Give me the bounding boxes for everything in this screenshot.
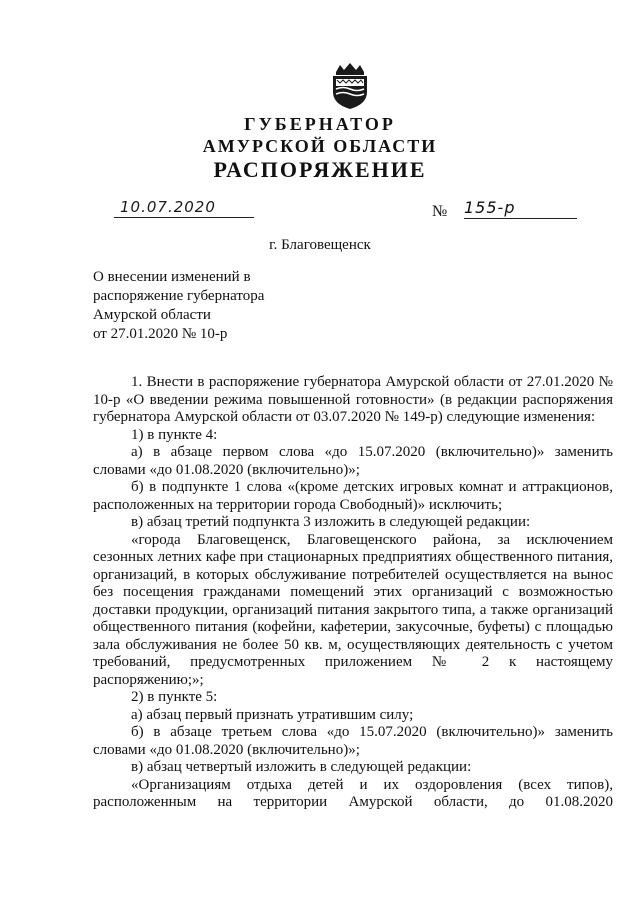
- issuer-title: ГУБЕРНАТОР: [244, 114, 396, 134]
- coat-of-arms-icon: [328, 62, 372, 110]
- subject-line: Амурской области: [93, 307, 211, 323]
- subject-block: [93, 268, 264, 344]
- document-type: РАСПОРЯЖЕНИЕ: [213, 157, 427, 182]
- body-paragraph: б) в абзаце третьем слова «до 15.07.2020 (включительно)» заменить словами «до 01.08.2020 (включительно)»;: [93, 724, 613, 758]
- body-paragraph: в) абзац третий подпункта 3 изложить в следующей редакции:: [131, 514, 531, 530]
- body-paragraph: «города Благовещенск, Благовещенского района, за исключением сезонных летних кафе при стационарных предприятиях общественного питания, организаций, в которых обслуживание потребителей осуществляется на вынос без посещения гражданами помещений этих организаций с возможностью доставки продукции, организаций питания закрытого типа, а также организаций общественного питания (кофейни, кафетерии, закусочные, буфеты) с площадью зала обслуживания не более 50 кв. м, осуществляющих деятельность с учетом требований, предусмотренных приложением № 2 к настоящему распоряжению;»;: [93, 531, 613, 688]
- issuer-region: АМУРСКОЙ ОБЛАСТИ: [202, 136, 438, 156]
- subject-line: от 27.01.2020 № 10-р: [93, 326, 228, 342]
- body-paragraph: 2) в пункте 5:: [131, 689, 218, 705]
- body-paragraph: б) в подпункте 1 слова «(кроме детских игровых комнат и аттракционов, расположенных на территории города Свободный)» исключить;: [93, 479, 613, 513]
- date-underline: [114, 217, 254, 218]
- number-sign: №: [432, 203, 448, 220]
- body-paragraph: 1. Внести в распоряжение губернатора Амурской области от 27.01.2020 № 10-р «О введении режима повышенной готовности» (в редакции распоряжения губернатора Амурской области от 03.07.2020 № 149-р) следующие изменения:: [93, 374, 613, 425]
- body-paragraph: в) абзац четвертый изложить в следующей редакции:: [131, 759, 472, 775]
- body-paragraph: 1) в пункте 4:: [131, 426, 218, 443]
- body-paragraph: а) абзац первый признать утратившим силу;: [131, 706, 414, 723]
- document-date: [114, 198, 254, 218]
- subject-line: О внесении изменений в: [93, 269, 251, 285]
- document-body: [93, 374, 613, 812]
- number-value: 155-р: [464, 198, 516, 217]
- body-paragraph: «Организациям отдыха детей и их оздоровления (всех типов), расположенным на территории Амурской области, до 01.08.2020: [93, 776, 613, 810]
- body-paragraph: а) в абзаце первом слова «до 15.07.2020 (включительно)» заменить словами «до 01.08.2020 (включительно)»;: [93, 444, 613, 478]
- date-value: 10.07.2020: [120, 198, 216, 216]
- city: г. Благовещенск: [269, 237, 371, 253]
- subject-line: распоряжение губернатора: [93, 288, 265, 304]
- number-underline: [464, 218, 577, 219]
